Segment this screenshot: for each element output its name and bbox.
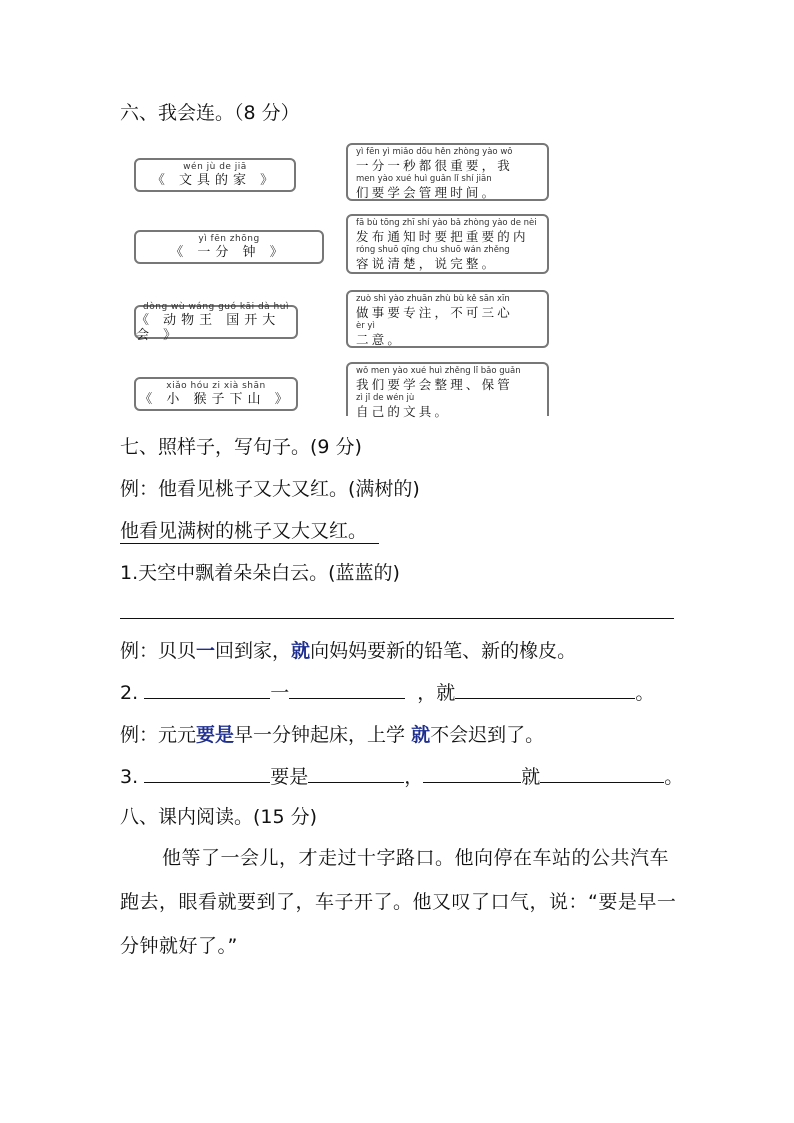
answer-line-1[interactable] bbox=[120, 618, 674, 619]
example-text: 例：元元 bbox=[120, 724, 197, 746]
section-6-title: 六、我会连。（8 分） bbox=[120, 102, 300, 124]
keyword: 要是 bbox=[196, 724, 235, 746]
left-item-3[interactable] bbox=[134, 301, 298, 343]
example-2 bbox=[120, 636, 576, 663]
left-item-4[interactable] bbox=[134, 377, 298, 411]
example-text: 回到家， bbox=[215, 640, 292, 662]
title-text: 《 一分 钟 》 bbox=[170, 245, 288, 260]
keyword: 就 bbox=[291, 640, 311, 662]
sentence-text: 做事要专注，不可三心 bbox=[356, 305, 514, 320]
pinyin: men yào xué huì guǎn lǐ shí jiān bbox=[356, 174, 492, 184]
pinyin: xiǎo hóu zi xià shān bbox=[166, 381, 266, 391]
reading-paragraph: 他等了一会儿，才走过十字路口。他向停在车站的公共汽车跑去，眼看就要到了，车子开了。他又叹了口气，说：“要是早一分钟就好了。” bbox=[120, 847, 677, 957]
pinyin: yì fēn yì miǎo dōu hěn zhòng yào wǒ bbox=[356, 147, 513, 157]
example-text: 早一分钟起床，上学 bbox=[234, 724, 406, 746]
prompt-word: 就 bbox=[521, 766, 541, 788]
prompt-word: ， bbox=[404, 766, 424, 788]
sentence-text: 二意。 bbox=[356, 332, 404, 347]
sentence-text: 们要学会管理时间。 bbox=[356, 185, 498, 200]
punctuation: 。 bbox=[664, 766, 684, 788]
blank-input[interactable] bbox=[308, 764, 404, 783]
pinyin: wén jù de jiā bbox=[183, 162, 247, 172]
pinyin: dòng wù wáng guó kāi dà huì bbox=[143, 301, 289, 312]
section-7-title: 七、照样子，写句子。(9 分) bbox=[120, 436, 362, 458]
example-1-answer: 他看见满树的桃子又大又红。 bbox=[120, 516, 379, 544]
pinyin: róng shuō qīng chu shuō wán zhěng bbox=[356, 245, 510, 255]
left-item-1[interactable] bbox=[134, 158, 296, 192]
example-3 bbox=[120, 720, 544, 747]
question-1: 1.天空中飘着朵朵白云。(蓝蓝的) bbox=[120, 562, 400, 584]
pinyin: èr yì bbox=[356, 321, 375, 331]
prompt-word: 一 bbox=[270, 682, 290, 704]
pinyin: zì jǐ de wén jù bbox=[356, 393, 415, 403]
left-item-2[interactable] bbox=[134, 230, 324, 264]
keyword: 一 bbox=[196, 640, 216, 662]
sentence-text: 容说清楚，说完整。 bbox=[356, 256, 498, 271]
sentence-text: 发布通知时要把重要的内 bbox=[356, 229, 529, 244]
blank-input[interactable] bbox=[540, 764, 664, 783]
right-item-4[interactable] bbox=[346, 362, 549, 419]
question-3 bbox=[120, 762, 683, 789]
example-text: 不会迟到了。 bbox=[430, 724, 545, 746]
blank-input[interactable] bbox=[423, 764, 521, 783]
keyword: 就 bbox=[411, 724, 431, 746]
right-item-3[interactable] bbox=[346, 290, 549, 348]
question-number: 3. bbox=[120, 766, 139, 788]
pinyin: zuò shì yào zhuān zhù bù kě sān xīn bbox=[356, 294, 510, 304]
title-text: 《 小 猴子下山 》 bbox=[139, 392, 293, 407]
right-item-2[interactable] bbox=[346, 214, 549, 274]
right-item-1[interactable] bbox=[346, 143, 549, 201]
example-text: 例：贝贝 bbox=[120, 640, 197, 662]
sentence-text: 自己的文具。 bbox=[356, 404, 451, 419]
question-number: 2. bbox=[120, 682, 139, 704]
blank-input[interactable] bbox=[144, 764, 270, 783]
pinyin: fā bù tōng zhī shí yào bǎ zhòng yào de nèi bbox=[356, 218, 537, 228]
pinyin: wǒ men yào xué huì zhěng lǐ bǎo guǎn bbox=[356, 366, 521, 376]
blank-input[interactable] bbox=[455, 680, 635, 699]
prompt-word: ，就 bbox=[417, 682, 456, 704]
example-1: 例：他看见桃子又大又红。(满树的) bbox=[120, 478, 420, 500]
sentence-text: 我们要学会整理、保管 bbox=[356, 377, 514, 392]
sentence-text: 一分一秒都很重要，我 bbox=[356, 158, 514, 173]
section-8-title: 八、课内阅读。(15 分) bbox=[120, 806, 318, 828]
title-text: 《 文具的家 》 bbox=[151, 173, 279, 188]
question-2 bbox=[120, 678, 654, 705]
pinyin: yì fēn zhōng bbox=[198, 234, 260, 244]
prompt-word: 要是 bbox=[270, 766, 309, 788]
punctuation: 。 bbox=[635, 682, 655, 704]
example-text: 向妈妈要新的铅笔、新的橡皮。 bbox=[310, 640, 577, 662]
blank-input[interactable] bbox=[289, 680, 405, 699]
title-text: 《 动物王 国开大会 》 bbox=[136, 312, 281, 343]
blank-input[interactable] bbox=[144, 680, 270, 699]
